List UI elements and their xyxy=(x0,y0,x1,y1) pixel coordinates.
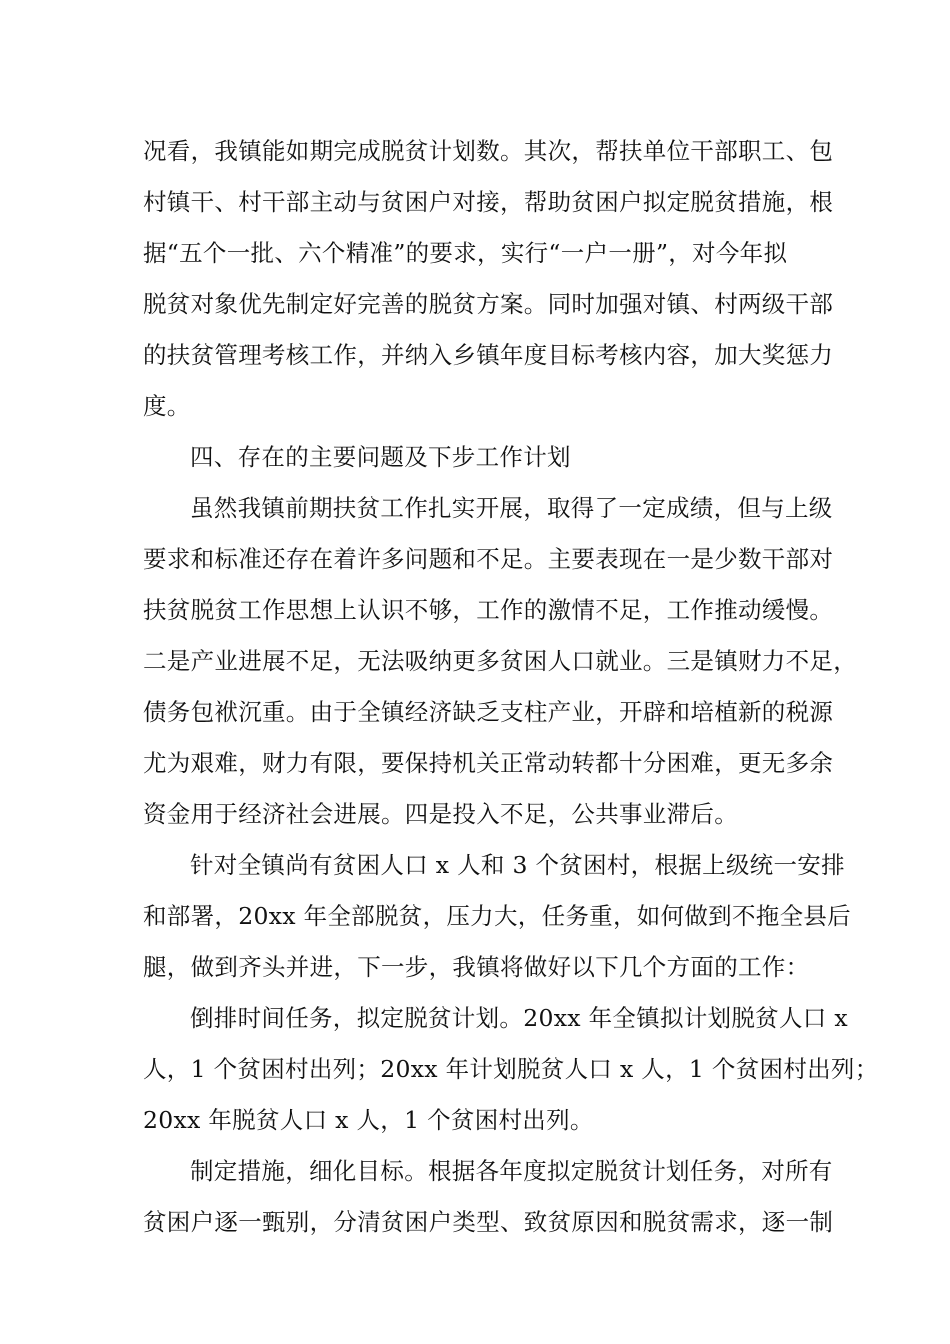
text-line: 人，1 个贫困村出列；20xx 年计划脱贫人口 x 人，1 个贫困村出列； xyxy=(143,1055,879,1083)
text-line: 贫困户逐一甄别，分清贫困户类型、致贫原因和脱贫需求，逐一制 xyxy=(143,1208,834,1236)
section-heading: 四、存在的主要问题及下步工作计划 xyxy=(190,443,571,471)
text-line: 倒排时间任务，拟定脱贫计划。20xx 年全镇拟计划脱贫人口 x xyxy=(190,1004,848,1032)
text-line: 20xx 年脱贫人口 x 人，1 个贫困村出列。 xyxy=(143,1106,594,1134)
text-line: 二是产业进展不足，无法吸纳更多贫困人口就业。三是镇财力不足， xyxy=(143,647,857,675)
text-line: 扶贫脱贫工作思想上认识不够，工作的激情不足，工作推动缓慢。 xyxy=(143,596,834,624)
text-line: 况看，我镇能如期完成脱贫计划数。其次，帮扶单位干部职工、包 xyxy=(143,137,834,165)
text-line: 制定措施，细化目标。根据各年度拟定脱贫计划任务，对所有 xyxy=(190,1157,833,1185)
text-line: 的扶贫管理考核工作，并纳入乡镇年度目标考核内容，加大奖惩力 xyxy=(143,341,834,369)
text-line: 据“五个一批、六个精准”的要求，实行“一户一册”，对今年拟 xyxy=(143,239,788,267)
text-line: 和部署，20xx 年全部脱贫，压力大，任务重，如何做到不拖全县后 xyxy=(143,902,851,930)
text-line: 针对全镇尚有贫困人口 x 人和 3 个贫困村，根据上级统一安排 xyxy=(190,851,845,879)
text-line: 资金用于经济社会进展。四是投入不足，公共事业滞后。 xyxy=(143,800,738,828)
text-line: 村镇干、村干部主动与贫困户对接，帮助贫困户拟定脱贫措施，根 xyxy=(143,188,834,216)
text-line: 尤为艰难，财力有限，要保持机关正常动转都十分困难，更无多余 xyxy=(143,749,834,777)
text-line: 腿，做到齐头并进，下一步，我镇将做好以下几个方面的工作： xyxy=(143,953,810,981)
document-body xyxy=(143,126,879,1248)
text-line: 脱贫对象优先制定好完善的脱贫方案。同时加强对镇、村两级干部 xyxy=(143,290,834,318)
text-line: 虽然我镇前期扶贫工作扎实开展，取得了一定成绩，但与上级 xyxy=(190,494,833,522)
text-line: 要求和标准还存在着许多问题和不足。主要表现在一是少数干部对 xyxy=(143,545,834,573)
text-line: 债务包袱沉重。由于全镇经济缺乏支柱产业，开辟和培植新的税源 xyxy=(143,698,834,726)
text-line: 度。 xyxy=(143,392,191,420)
